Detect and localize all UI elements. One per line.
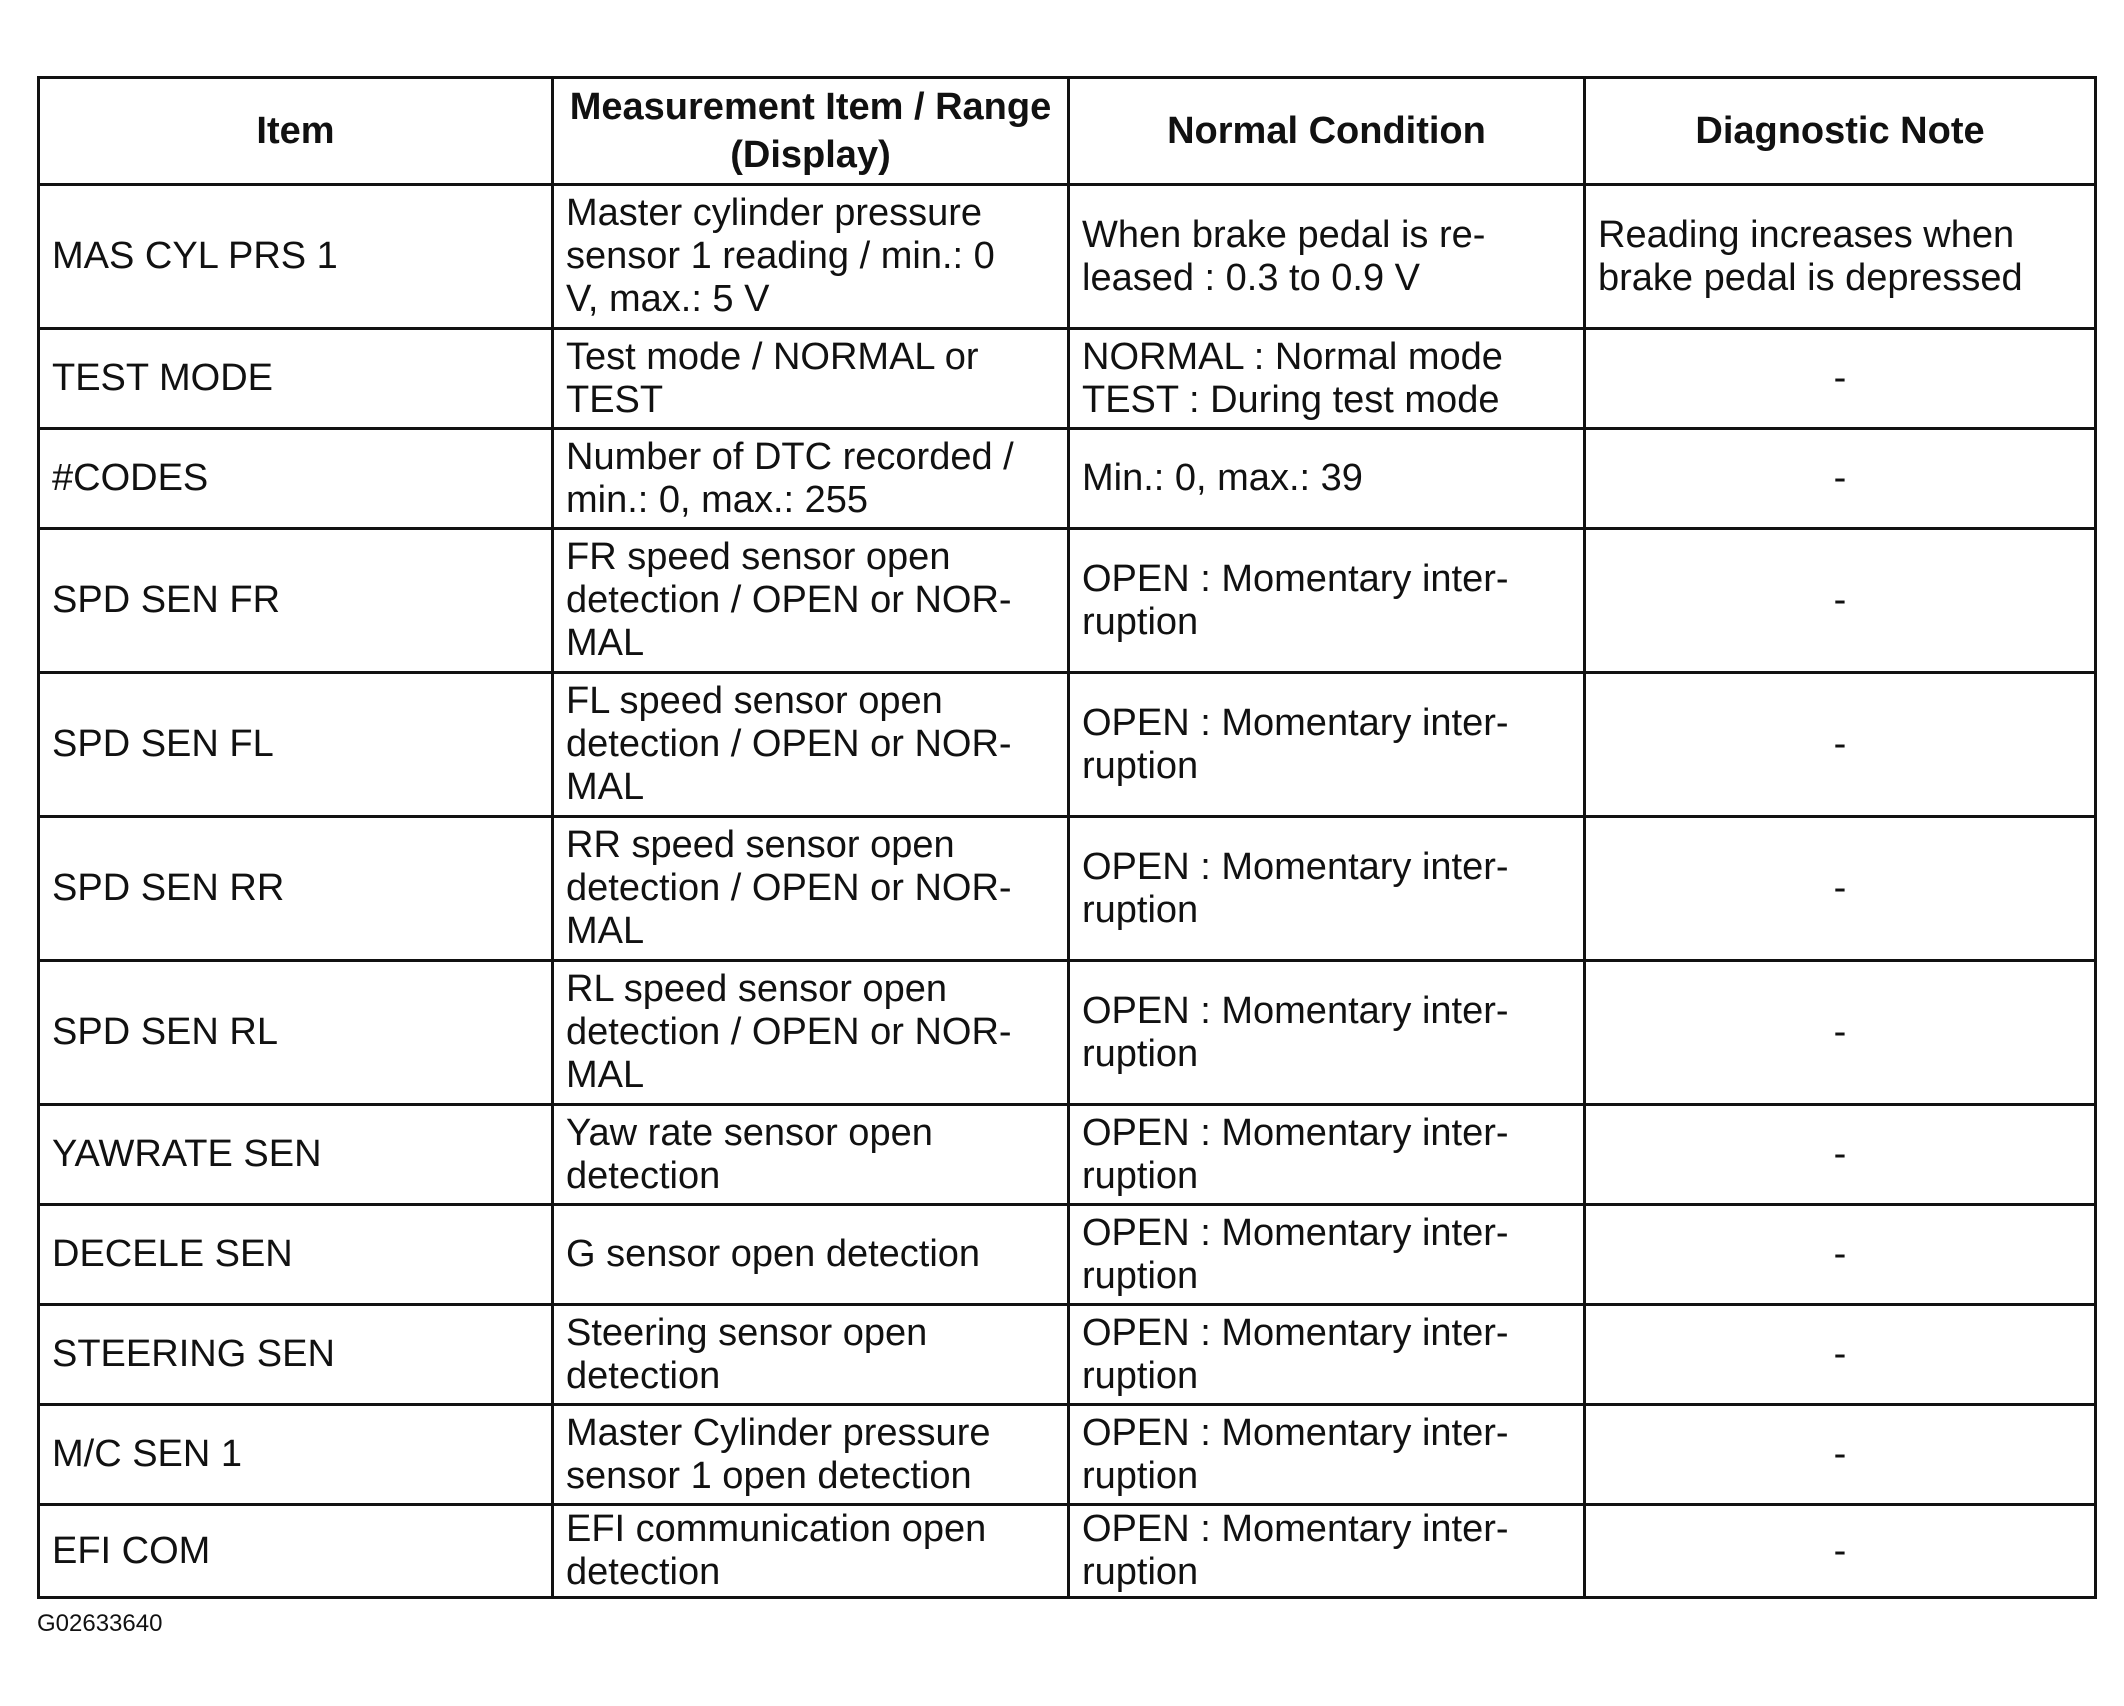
measurement-cell: G sensor open detection <box>553 1205 1069 1305</box>
measurement-cell: Test mode / NORMAL or TEST <box>553 329 1069 429</box>
normal-condition-cell: OPEN : Momentary inter- ruption <box>1069 1105 1585 1205</box>
measurement-cell: Steering sensor open detection <box>553 1305 1069 1405</box>
measurement-cell: FR speed sensor open detection / OPEN or NOR- MAL <box>553 529 1069 673</box>
item-cell: M/C SEN 1 <box>39 1405 553 1505</box>
item-cell: TEST MODE <box>39 329 553 429</box>
normal-condition-cell: OPEN : Momentary inter- ruption <box>1069 961 1585 1105</box>
normal-condition-cell: OPEN : Momentary inter- ruption <box>1069 1505 1585 1598</box>
table-row <box>39 329 2096 429</box>
item-cell: SPD SEN RL <box>39 961 553 1105</box>
diagnostic-note-cell: Reading increases when brake pedal is depressed <box>1585 185 2096 329</box>
diagnostic-note-cell: - <box>1585 1205 2096 1305</box>
measurement-cell: Yaw rate sensor open detection <box>553 1105 1069 1205</box>
table-row <box>39 817 2096 961</box>
diagnostic-note-cell: - <box>1585 673 2096 817</box>
diagnostic-note-cell: - <box>1585 961 2096 1105</box>
table-row <box>39 529 2096 673</box>
item-cell: YAWRATE SEN <box>39 1105 553 1205</box>
figure-code: G02633640 <box>37 1610 163 1637</box>
header-diagnostic-note: Diagnostic Note <box>1585 78 2096 185</box>
measurement-cell: Number of DTC recorded / min.: 0, max.: 255 <box>553 429 1069 529</box>
diagnostic-note-cell: - <box>1585 1505 2096 1598</box>
diagnostic-note-cell: - <box>1585 817 2096 961</box>
measurement-cell: RL speed sensor open detection / OPEN or NOR- MAL <box>553 961 1069 1105</box>
measurement-cell: Master cylinder pressure sensor 1 reading / min.: 0 V, max.: 5 V <box>553 185 1069 329</box>
data-list-table <box>37 76 2097 1599</box>
header-normal-condition: Normal Condition <box>1069 78 1585 185</box>
normal-condition-cell: OPEN : Momentary inter- ruption <box>1069 673 1585 817</box>
diagnostic-note-cell: - <box>1585 1105 2096 1205</box>
table-row <box>39 1105 2096 1205</box>
item-cell: MAS CYL PRS 1 <box>39 185 553 329</box>
table-row <box>39 673 2096 817</box>
measurement-cell: FL speed sensor open detection / OPEN or NOR- MAL <box>553 673 1069 817</box>
normal-condition-cell: NORMAL : Normal mode TEST : During test mode <box>1069 329 1585 429</box>
item-cell: SPD SEN FR <box>39 529 553 673</box>
table-row <box>39 961 2096 1105</box>
item-cell: #CODES <box>39 429 553 529</box>
table-row <box>39 1205 2096 1305</box>
measurement-cell: EFI communication open detection <box>553 1505 1069 1598</box>
measurement-cell: RR speed sensor open detection / OPEN or NOR- MAL <box>553 817 1069 961</box>
normal-condition-cell: OPEN : Momentary inter- ruption <box>1069 817 1585 961</box>
diagnostic-note-cell: - <box>1585 529 2096 673</box>
diagnostic-note-cell: - <box>1585 429 2096 529</box>
table-row <box>39 1305 2096 1405</box>
normal-condition-cell: Min.: 0, max.: 39 <box>1069 429 1585 529</box>
table-row <box>39 1505 2096 1598</box>
data-list-table-container <box>37 76 2094 1599</box>
table-header-row <box>39 78 2096 185</box>
item-cell: EFI COM <box>39 1505 553 1598</box>
table-row <box>39 429 2096 529</box>
normal-condition-cell: OPEN : Momentary inter- ruption <box>1069 1305 1585 1405</box>
normal-condition-cell: OPEN : Momentary inter- ruption <box>1069 1205 1585 1305</box>
table-row <box>39 1405 2096 1505</box>
measurement-cell: Master Cylinder pressure sensor 1 open detection <box>553 1405 1069 1505</box>
item-cell: SPD SEN RR <box>39 817 553 961</box>
normal-condition-cell: OPEN : Momentary inter- ruption <box>1069 1405 1585 1505</box>
item-cell: DECELE SEN <box>39 1205 553 1305</box>
diagnostic-note-cell: - <box>1585 329 2096 429</box>
item-cell: STEERING SEN <box>39 1305 553 1405</box>
normal-condition-cell: OPEN : Momentary inter- ruption <box>1069 529 1585 673</box>
normal-condition-cell: When brake pedal is re- leased : 0.3 to 0.9 V <box>1069 185 1585 329</box>
header-item: Item <box>39 78 553 185</box>
table-row <box>39 185 2096 329</box>
table-body <box>39 185 2096 1598</box>
diagnostic-note-cell: - <box>1585 1405 2096 1505</box>
item-cell: SPD SEN FL <box>39 673 553 817</box>
header-measurement: Measurement Item / Range (Display) <box>553 78 1069 185</box>
diagnostic-note-cell: - <box>1585 1305 2096 1405</box>
